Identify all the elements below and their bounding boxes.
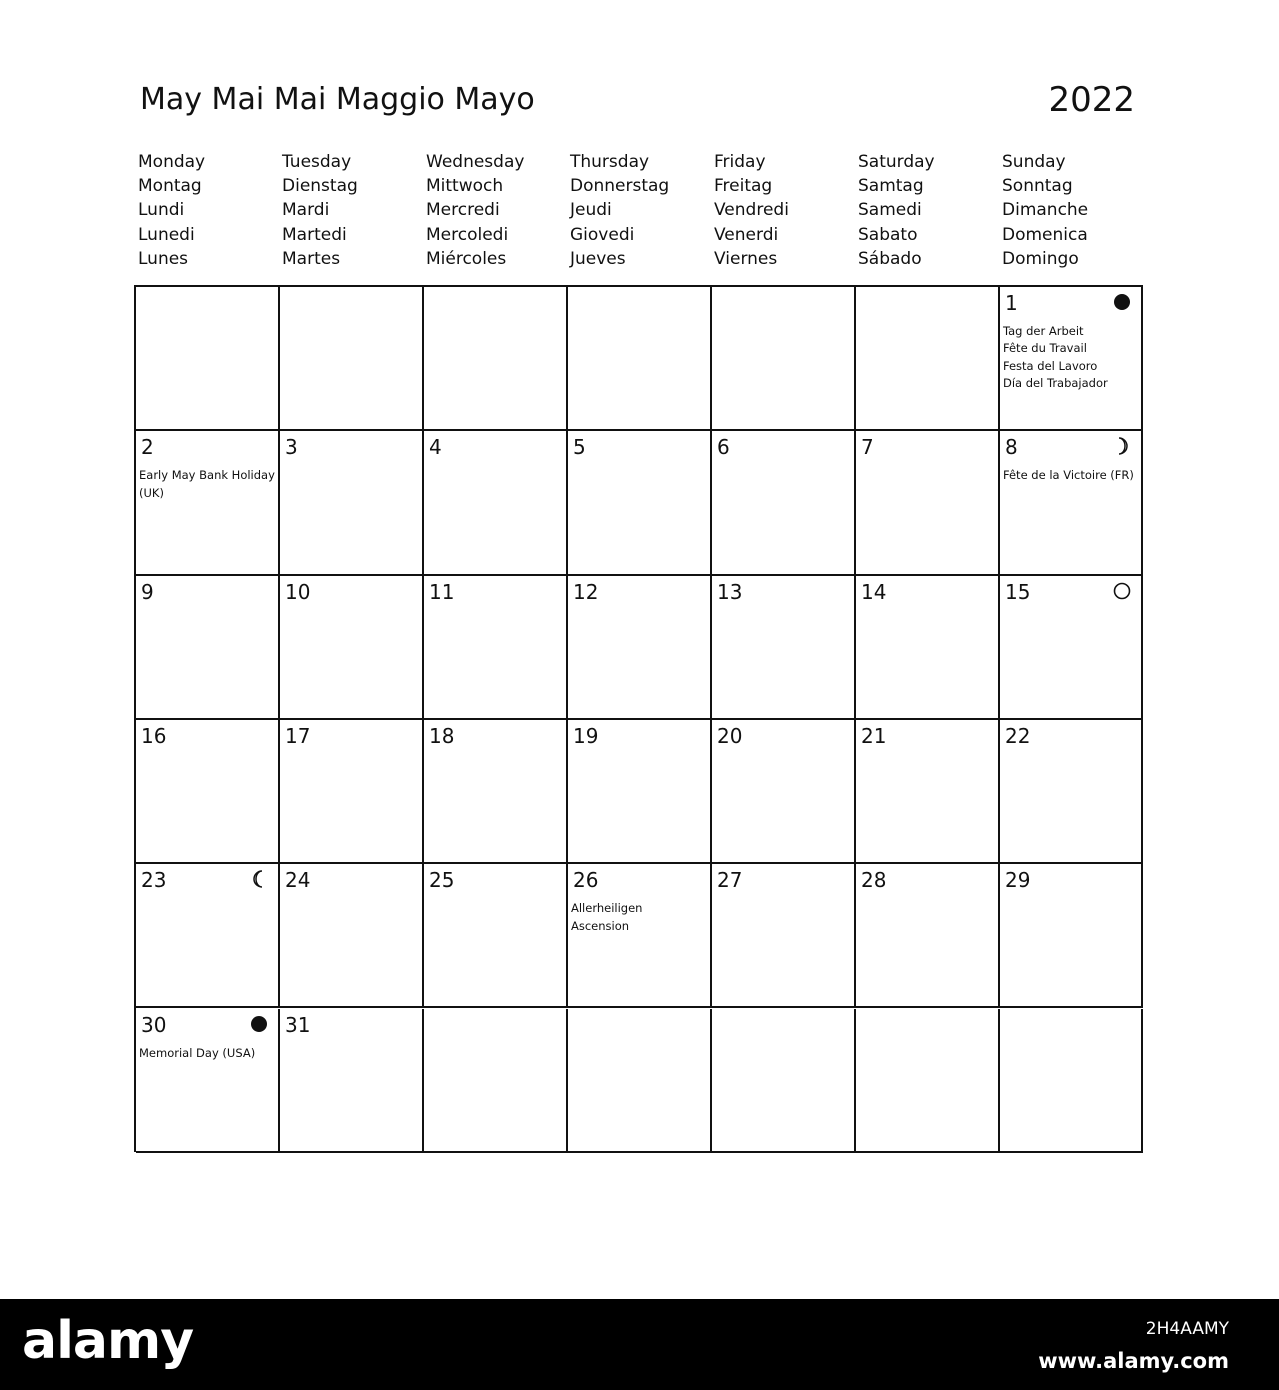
day-notes <box>1003 467 1137 484</box>
weekday-column <box>138 150 282 271</box>
weekday-name: Venerdi <box>714 224 779 245</box>
day-number: 15 <box>1005 579 1031 604</box>
holiday-label: Tag der Arbeit <box>1003 324 1084 338</box>
empty-cell <box>712 287 856 431</box>
empty-cell <box>1000 1009 1143 1153</box>
day-cell <box>712 431 856 575</box>
day-number: 29 <box>1005 868 1031 893</box>
day-cell <box>280 1009 424 1153</box>
weekday-name: Martedi <box>282 224 347 245</box>
weekday-name: Sunday <box>1002 152 1066 172</box>
site-url: www.alamy.com <box>1038 1349 1229 1373</box>
holiday-label: Día del Trabajador <box>1003 376 1108 391</box>
day-number: 8 <box>1005 435 1018 460</box>
day-cell <box>424 720 568 864</box>
holiday-label: Ascension <box>571 918 630 933</box>
day-number: 25 <box>429 868 455 893</box>
holiday-label: Memorial Day (USA) <box>139 1045 256 1060</box>
day-cell <box>280 864 424 1008</box>
day-cell <box>424 431 568 575</box>
last-quarter-icon <box>250 870 268 888</box>
calendar-year: 2022 <box>1048 80 1135 120</box>
weekday-name: Thursday <box>570 152 650 172</box>
day-number: 13 <box>717 579 743 604</box>
day-cell <box>1000 864 1143 1008</box>
day-number: 10 <box>285 579 311 604</box>
weekday-column <box>1002 150 1146 271</box>
day-number: 19 <box>573 723 599 748</box>
day-cell <box>280 576 424 720</box>
empty-cell <box>424 1009 568 1153</box>
weekday-column <box>858 150 1002 271</box>
weekday-name: Sonntag <box>1002 176 1073 197</box>
weekday-name: Wednesday <box>426 152 525 172</box>
day-cell <box>856 431 1000 575</box>
day-cell <box>568 720 712 864</box>
day-cell <box>280 431 424 575</box>
weekday-name: Sabato <box>858 224 918 245</box>
full-moon-icon <box>1113 582 1131 600</box>
weekday-name: Samedi <box>858 200 922 221</box>
day-cell <box>136 431 280 575</box>
day-cell <box>856 576 1000 720</box>
holiday-label: Early May Bank Holiday <box>139 468 275 483</box>
weekday-name: Lunedi <box>138 224 195 245</box>
day-cell <box>712 720 856 864</box>
weekday-name: Domenica <box>1002 224 1088 245</box>
calendar-grid <box>134 285 1143 1152</box>
empty-cell <box>424 287 568 431</box>
day-number: 11 <box>429 579 455 604</box>
weekday-name: Martes <box>282 248 341 269</box>
day-number: 6 <box>717 435 730 460</box>
day-cell <box>568 431 712 575</box>
weekday-name: Freitag <box>714 176 773 197</box>
day-number: 4 <box>429 435 442 460</box>
weekday-name: Domingo <box>1002 248 1079 269</box>
day-number: 21 <box>861 723 887 748</box>
empty-cell <box>856 287 1000 431</box>
weekday-name: Dimanche <box>1002 200 1089 221</box>
day-number: 2 <box>141 435 154 460</box>
day-cell <box>568 864 712 1008</box>
day-number: 16 <box>141 723 167 748</box>
day-number: 17 <box>285 723 311 748</box>
weekday-name: Mittwoch <box>426 176 504 197</box>
empty-cell <box>568 287 712 431</box>
weekday-name: Saturday <box>858 152 935 172</box>
day-cell <box>136 576 280 720</box>
day-number: 1 <box>1005 291 1018 315</box>
day-notes <box>1003 323 1137 393</box>
footer-bar <box>0 1299 1279 1390</box>
day-number: 31 <box>285 1012 311 1037</box>
holiday-label: Allerheiligen <box>571 901 643 916</box>
day-number: 30 <box>141 1012 167 1037</box>
weekday-name: Donnerstag <box>570 176 670 197</box>
new-moon-icon <box>250 1015 268 1033</box>
weekday-name: Sábado <box>858 248 922 269</box>
day-number: 26 <box>573 868 599 893</box>
weekday-column <box>426 150 570 271</box>
day-cell <box>136 720 280 864</box>
empty-cell <box>280 287 424 431</box>
day-number: 7 <box>861 435 874 460</box>
weekday-name: Giovedi <box>570 224 635 245</box>
day-cell <box>856 864 1000 1008</box>
holiday-label: Fête de la Victoire (FR) <box>1003 468 1134 483</box>
day-notes <box>139 1045 274 1062</box>
weekday-name: Montag <box>138 176 202 197</box>
empty-cell <box>136 287 280 431</box>
weekday-column <box>282 150 426 271</box>
day-number: 18 <box>429 723 455 748</box>
new-moon-icon <box>1113 293 1131 311</box>
day-cell <box>712 576 856 720</box>
holiday-label: (UK) <box>139 485 164 500</box>
weekday-name: Jueves <box>570 248 626 269</box>
weekday-name: Friday <box>714 152 766 172</box>
day-cell <box>280 720 424 864</box>
day-cell <box>424 864 568 1008</box>
holiday-label: Fête du Travail <box>1003 341 1087 356</box>
day-number: 5 <box>573 435 586 460</box>
weekday-column <box>714 150 858 271</box>
day-number: 24 <box>285 868 311 893</box>
day-number: 12 <box>573 579 599 604</box>
calendar-title: May Mai Mai Maggio Mayo <box>140 82 535 117</box>
day-number: 3 <box>285 435 298 460</box>
day-number: 23 <box>141 868 167 893</box>
empty-cell <box>856 1009 1000 1153</box>
weekday-name: Mardi <box>282 200 330 221</box>
day-number: 9 <box>141 579 154 604</box>
day-cell <box>1000 720 1143 864</box>
weekday-name: Mercoledi <box>426 224 509 245</box>
day-number: 22 <box>1005 723 1031 748</box>
day-number: 27 <box>717 868 743 893</box>
holiday-label: Festa del Lavoro <box>1003 358 1098 373</box>
weekday-name: Dienstag <box>282 176 358 197</box>
weekday-name: Miércoles <box>426 248 507 269</box>
day-cell <box>1000 576 1143 720</box>
weekday-name: Tuesday <box>282 152 352 172</box>
day-cell <box>856 720 1000 864</box>
weekday-name: Jeudi <box>570 200 612 221</box>
weekday-name: Lundi <box>138 200 185 221</box>
first-quarter-icon <box>1113 437 1131 455</box>
day-notes <box>571 900 706 935</box>
day-cell <box>1000 431 1143 575</box>
weekday-name: Lunes <box>138 248 189 269</box>
weekday-name: Vendredi <box>714 200 789 221</box>
empty-cell <box>712 1009 856 1153</box>
day-cell <box>136 1009 280 1153</box>
day-number: 28 <box>861 868 887 893</box>
brand-logo: alamy <box>22 1311 194 1371</box>
weekday-headers <box>138 150 1146 276</box>
day-notes <box>139 467 274 502</box>
day-cell <box>568 576 712 720</box>
image-id: 2H4AAMY <box>1145 1319 1229 1339</box>
day-cell <box>136 864 280 1008</box>
weekday-name: Monday <box>138 152 206 172</box>
day-cell <box>424 576 568 720</box>
day-cell <box>1000 287 1143 431</box>
empty-cell <box>568 1009 712 1153</box>
weekday-name: Viernes <box>714 248 778 269</box>
weekday-column <box>570 150 714 271</box>
day-cell <box>712 864 856 1008</box>
day-number: 20 <box>717 723 743 748</box>
weekday-name: Samtag <box>858 176 924 197</box>
day-number: 14 <box>861 579 887 604</box>
weekday-name: Mercredi <box>426 200 500 221</box>
